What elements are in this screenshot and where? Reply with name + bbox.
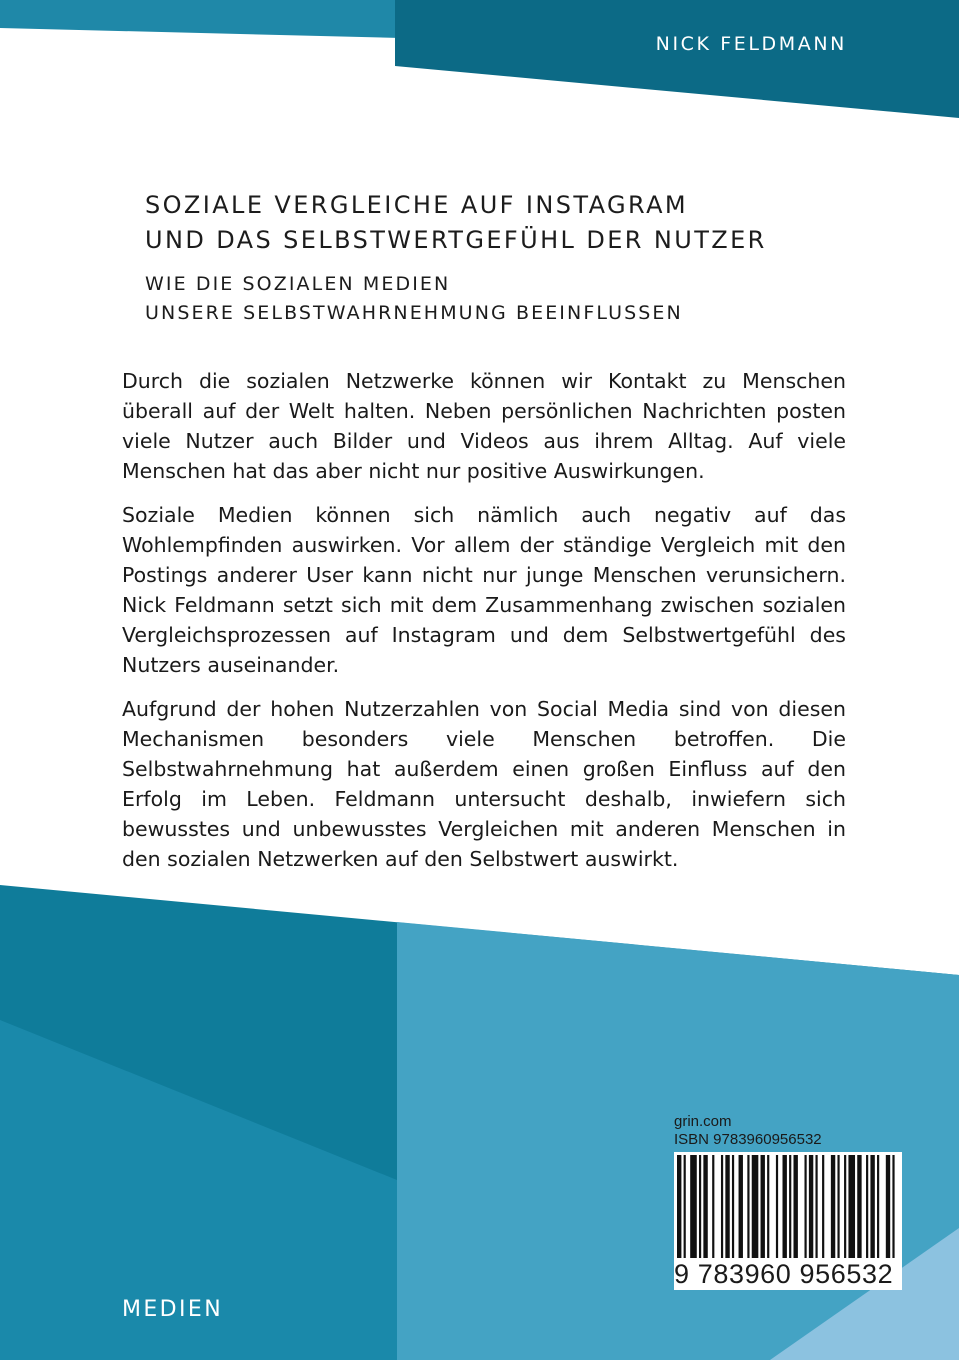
title-line: UND DAS SELBSTWERTGEFÜHL DER NUTZER xyxy=(145,226,767,254)
top-banner-dark xyxy=(395,0,959,118)
barcode-bar xyxy=(712,1155,714,1265)
barcode-bar xyxy=(677,1155,681,1265)
barcode-bar xyxy=(752,1155,759,1265)
barcode-bar xyxy=(809,1155,813,1265)
author-name: NICK FELDMANN xyxy=(655,33,847,55)
barcode-bar xyxy=(822,1155,824,1265)
subtitle-line: UNSERE SELBSTWAHRNEHMUNG BEEINFLUSSEN xyxy=(145,302,683,324)
barcode-bar xyxy=(783,1155,787,1265)
subtitle-line: WIE DIE SOZIALEN MEDIEN xyxy=(145,273,451,295)
barcode-number: 9 783960 956532 xyxy=(674,1258,902,1290)
barcode-bar xyxy=(844,1155,846,1265)
barcode-bar xyxy=(848,1155,855,1265)
barcode-bar xyxy=(732,1155,734,1265)
barcode-bar xyxy=(789,1155,791,1265)
barcode xyxy=(677,1155,899,1265)
barcode-bar xyxy=(892,1155,894,1265)
book-subtitle xyxy=(145,270,683,328)
barcode-bar xyxy=(721,1155,723,1265)
barcode-bar xyxy=(767,1155,769,1265)
barcode-bar xyxy=(690,1155,697,1265)
barcode-bar xyxy=(725,1155,729,1265)
barcode-bar xyxy=(886,1155,890,1265)
barcode-bar xyxy=(793,1155,797,1265)
barcode-bar xyxy=(776,1155,778,1265)
blurb xyxy=(122,366,846,888)
title-line: SOZIALE VERGLEICHE AUF INSTAGRAM xyxy=(145,191,688,219)
barcode-bar xyxy=(739,1155,743,1265)
barcode-bar xyxy=(747,1155,749,1265)
barcode-bar xyxy=(761,1155,765,1265)
barcode-bar xyxy=(703,1155,707,1265)
category-label: MEDIEN xyxy=(122,1297,224,1322)
barcode-bar xyxy=(831,1155,835,1265)
blurb-paragraph: Soziale Medien können sich nämlich auch negativ auf das Wohlempfinden auswirken. Vor allem der ständige Vergleich mit den Postings anderer User kann nicht nur junge Menschen verunsichern. Nick Feldmann setzt sich mit dem Zusammenhang zwischen sozialen Vergleichsprozessen auf Instagram und dem Selbstwertgefühl des Nutzers auseinander. xyxy=(122,503,846,677)
barcode-bar xyxy=(837,1155,839,1265)
blurb-paragraph: Aufgrund der hohen Nutzerzahlen von Social Media sind von diesen Mechanismen besonders viele Menschen betroffen. Die Selbstwahrnehmung hat außerdem einen großen Einfluss auf den Erfolg im Leben. Feldmann untersucht deshalb, inwiefern sich bewusstes und unbewusstes Vergleichen mit anderen Menschen in den sozialen Netzwerken auf den Selbstwert auswirkt. xyxy=(122,697,846,871)
barcode-bar xyxy=(866,1155,868,1265)
book-title xyxy=(145,188,767,258)
isbn-text: ISBN 9783960956532 xyxy=(674,1131,822,1148)
blurb-paragraph: Durch die sozialen Netzwerke können wir Kontakt zu Menschen überall auf der Welt halten. Neben persönlichen Nachrichten posten viele Nutzer auch Bilder und Videos aus ihrem Alltag. Auf viele Menschen hat das aber nicht nur positive Auswirkungen. xyxy=(122,369,846,483)
barcode-bar xyxy=(684,1155,686,1265)
barcode-bar xyxy=(804,1155,806,1265)
barcode-bar xyxy=(699,1155,701,1265)
publisher-info xyxy=(674,1113,904,1149)
barcode-area xyxy=(674,1152,902,1290)
barcode-bar xyxy=(815,1155,817,1265)
publisher-website: grin.com xyxy=(674,1113,732,1130)
barcode-bar xyxy=(877,1155,879,1265)
barcode-bar xyxy=(857,1155,861,1265)
barcode-bar xyxy=(870,1155,874,1265)
